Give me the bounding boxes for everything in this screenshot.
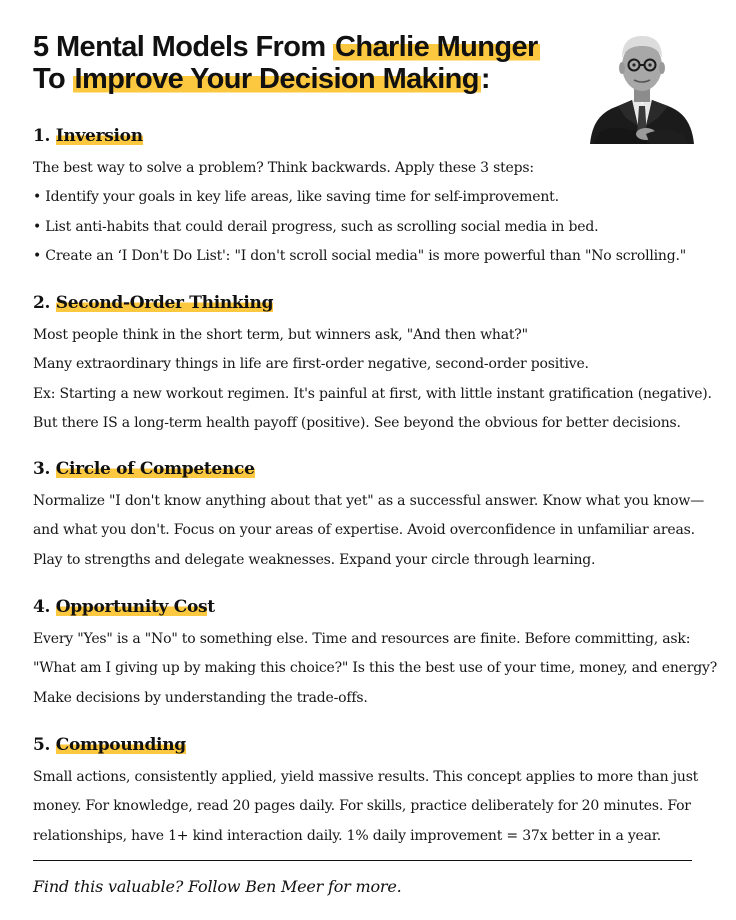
paragraph-line: Make decisions by understanding the trade-offs. (33, 689, 368, 706)
heading-highlight: Inversion (55, 126, 143, 146)
paragraph-line: relationships, have 1+ kind interaction daily. 1% daily improvement = 37x better in a year. (33, 827, 661, 844)
paragraph-line: Every "Yes" is a "No" to something else. Time and resources are finite. Before committing, ask: (33, 631, 691, 647)
paragraph-line: Normalize "I don't know anything about that yet" as a successful answer. Know what you know— (33, 493, 704, 509)
section-second-order-thinking (33, 291, 713, 438)
paragraph-line: Play to strengths and delegate weaknesses. Expand your circle through learning. (33, 551, 596, 568)
page-title (33, 31, 593, 95)
paragraph-line: money. For knowledge, read 20 pages daily. For skills, practice deliberately for 20 minutes. For (33, 798, 691, 815)
heading-highlight: Opportunity Cos (55, 597, 208, 617)
paragraph-line: But there IS a long-term health payoff (positive). See beyond the obvious for better decisions. (33, 414, 681, 431)
section-circle-of-competence (33, 457, 713, 575)
bullet-item: • Identify your goals in key life areas, like saving time for self-improvement. (33, 189, 559, 206)
heading-highlight: Second-Order Thinking (55, 293, 274, 313)
title-line-2: To Improve Your Decision Making: (33, 63, 490, 95)
section-heading: 5. Compounding (33, 735, 186, 755)
section-heading: 3. Circle of Competence (33, 459, 255, 479)
section-inversion (33, 124, 713, 271)
heading-highlight: Compounding (55, 735, 186, 755)
section-heading: 4. Opportunity Cost (33, 597, 215, 617)
bullet-item: • Create an ‘I Don't Do List': "I don't scroll social media" is more powerful than "No scrolling." (33, 247, 686, 264)
title-highlight-phrase: Improve Your Decision Making (74, 63, 479, 95)
title-highlight-name: Charlie Munger (335, 31, 538, 63)
section-opportunity-cost (33, 595, 718, 713)
title-line-1: 5 Mental Models From Charlie Munger (33, 31, 538, 63)
section-compounding (33, 733, 713, 851)
paragraph-line: The best way to solve a problem? Think backwards. Apply these 3 steps: (33, 160, 534, 176)
section-heading: 2. Second-Order Thinking (33, 293, 274, 313)
footer-cta: Find this valuable? Follow Ben Meer for more. (33, 877, 402, 896)
paragraph-line: Small actions, consistently applied, yield massive results. This concept applies to more than just (33, 769, 699, 785)
paragraph-line: "What am I giving up by making this choice?" Is this the best use of your time, money, and energy? (33, 660, 718, 677)
section-heading: 1. Inversion (33, 126, 143, 146)
paragraph-line: Ex: Starting a new workout regimen. It's painful at first, with little instant gratification (negative). (33, 385, 712, 402)
heading-highlight: Circle of Competence (55, 459, 255, 479)
bullet-item: • List anti-habits that could derail progress, such as scrolling social media in bed. (33, 218, 599, 235)
paragraph-line: and what you don't. Focus on your areas of expertise. Avoid overconfidence in unfamiliar areas. (33, 522, 695, 539)
paragraph-line: Many extraordinary things in life are first-order negative, second-order positive. (33, 356, 589, 373)
footer-divider (33, 860, 692, 861)
paragraph-line: Most people think in the short term, but winners ask, "And then what?" (33, 327, 528, 343)
